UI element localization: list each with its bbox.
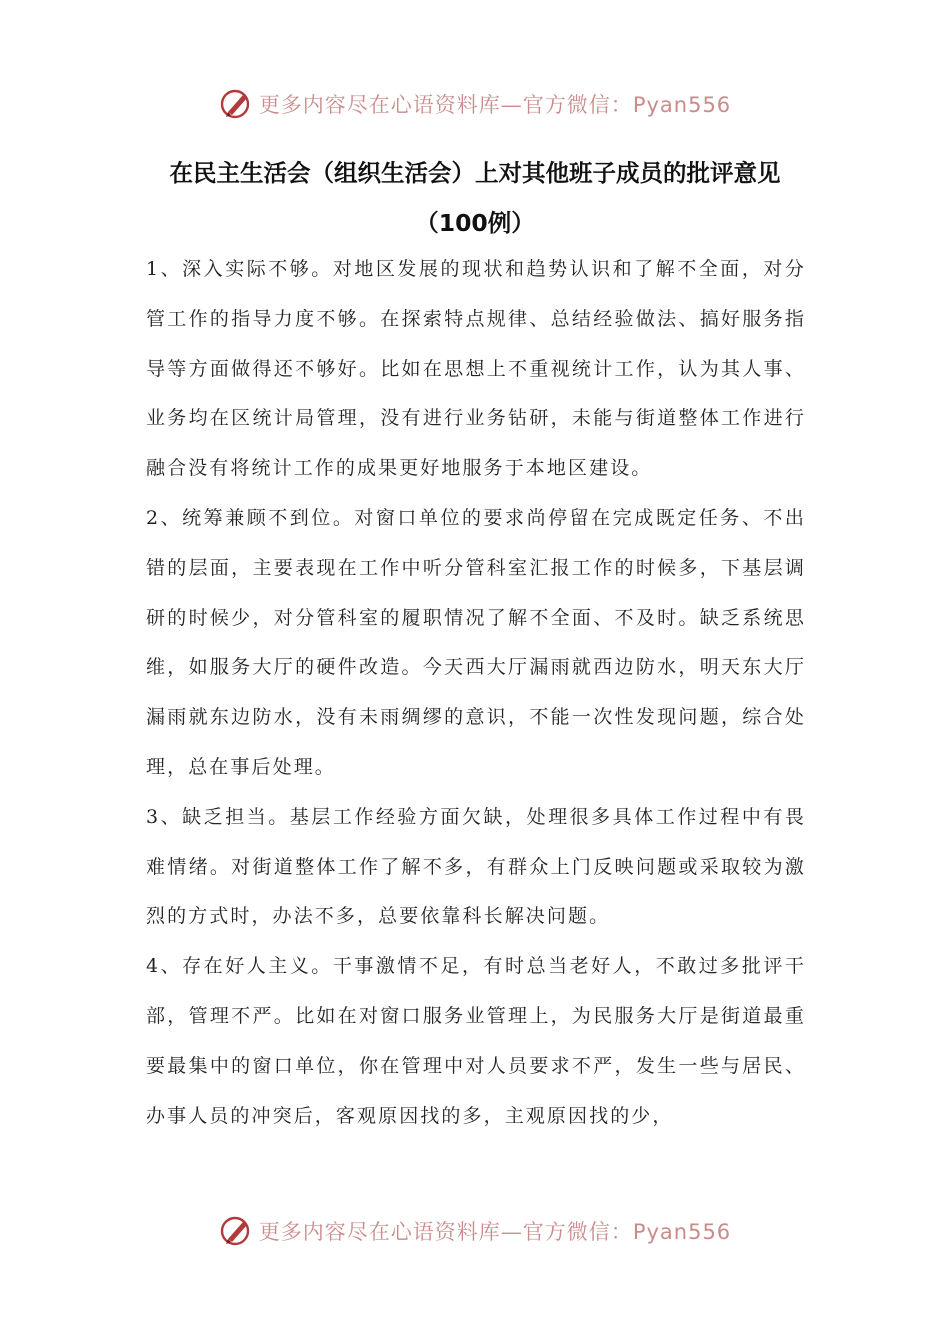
pen-logo-icon	[219, 87, 253, 121]
banner-text: 更多内容尽在心语资料库—官方微信：Pyan556	[258, 1220, 732, 1244]
pen-logo-icon	[219, 1214, 253, 1248]
paragraph-3: 3、缺乏担当。基层工作经验方面欠缺，处理很多具体工作过程中有畏难情绪。对街道整体工作了解不多，有群众上门反映问题或采取较为激烈的方式时，办法不多，总要依靠科长解决问题。	[146, 805, 806, 928]
document-body	[146, 245, 806, 1141]
header-banner	[0, 84, 950, 124]
paragraph-1: 1、深入实际不够。对地区发展的现状和趋势认识和了解不全面，对分管工作的指导力度不够。在探索特点规律、总结经验做法、搞好服务指导等方面做得还不够好。比如在思想上不重视统计工作，认为其人事、业务均在区统计局管理，没有进行业务钻研，未能与街道整体工作进行融合没有将统计工作的成果更好地服务于本地区建设。	[146, 258, 806, 480]
wechat-id: Pyan556	[632, 93, 732, 117]
banner-text: 更多内容尽在心语资料库—官方微信：Pyan556	[258, 93, 732, 117]
footer-banner	[0, 1211, 950, 1251]
paragraph-2: 2、统筹兼顾不到位。对窗口单位的要求尚停留在完成既定任务、不出错的层面，主要表现在工作中听分管科室汇报工作的时候多，下基层调研的时候少，对分管科室的履职情况了解不全面、不及时。缺乏系统思维，如服务大厅的硬件改造。今天西大厅漏雨就西边防水，明天东大厅漏雨就东边防水，没有未雨绸缪的意识，不能一次性发现问题，综合处理，总在事后处理。	[146, 506, 806, 778]
wechat-id: Pyan556	[632, 1220, 732, 1244]
paragraph-4: 4、存在好人主义。干事激情不足，有时总当老好人，不敢过多批评干部，管理不严。比如在对窗口服务业管理上，为民服务大厅是街道最重要最集中的窗口单位，你在管理中对人员要求不严，发生一些与居民、办事人员的冲突后，客观原因找的多，主观原因找的少，	[146, 955, 806, 1127]
document-title: 在民主生活会（组织生活会）上对其他班子成员的批评意见（100例）	[169, 159, 781, 237]
